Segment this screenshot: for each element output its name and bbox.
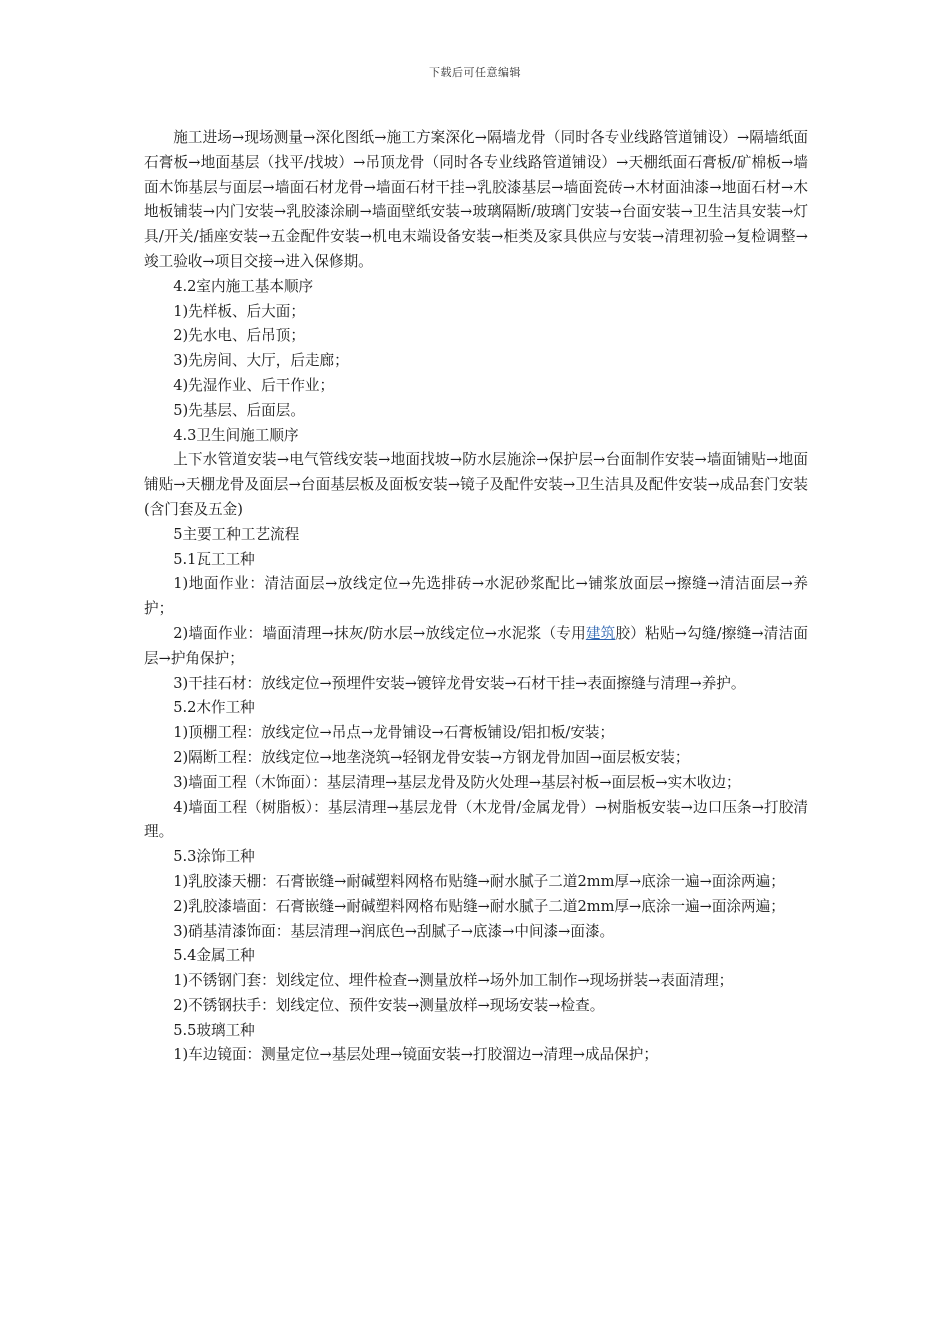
section-heading-4-3: 4.3卫生间施工顺序 — [173, 426, 299, 444]
list-item: 3)干挂石材：放线定位→预埋件安装→镀锌龙骨安装→石材干挂→表面擦缝与清理→养护。 — [173, 674, 746, 692]
list-item: 2)隔断工程：放线定位→地垄浇筑→轻钢龙骨安装→方钢龙骨加固→面层板安装； — [173, 748, 690, 766]
paragraph-construction-flow: 施工进场→现场测量→深化图纸→施工方案深化→隔墙龙骨（同时各专业线路管道铺设）→隔墙纸面石膏板→地面基层（找平/找坡）→吊顶龙骨（同时各专业线路管道铺设）→天棚纸面石膏板/矿棉板→墙面木饰基层与面层→墙面石材龙骨→墙面石材干挂→乳胶漆基层→墙面瓷砖→木材面油漆→地面石材→木地板铺装→内门安装→乳胶漆涂刷→墙面壁纸安装→玻璃隔断/玻璃门安装→台面安装→卫生洁具安装→灯具/开关/插座安装→五金配件安装→机电末端设备安装→柜类及家具供应与安装→清理初验→复检调整→竣工验收→项目交接→进入保修期。 — [144, 129, 808, 270]
list-item: 1)顶棚工程：放线定位→吊点→龙骨铺设→石膏板铺设/铝扣板/安装； — [173, 724, 615, 742]
document-body — [144, 126, 808, 1068]
list-item: 3)硝基清漆饰面：基层清理→润底色→刮腻子→底漆→中间漆→面漆。 — [173, 922, 615, 940]
list-item: 1)先样板、后大面； — [173, 302, 305, 320]
list-item: 1)车边镜面：测量定位→基层处理→镜面安装→打胶溜边→清理→成品保护； — [173, 1046, 658, 1064]
list-item: 5)先基层、后面层。 — [173, 401, 305, 419]
list-item: 4)墙面工程（树脂板）：基层清理→基层龙骨（木龙骨/金属龙骨）→树脂板安装→边口压条→打胶清理。 — [144, 798, 808, 841]
list-item: 2)不锈钢扶手：划线定位、预件安装→测量放样→现场安装→检查。 — [173, 996, 605, 1014]
list-item: 3)先房间、大厅，后走廊； — [173, 352, 349, 370]
list-item: 1)不锈钢门套：划线定位、埋件检查→测量放样→场外加工制作→现场拼装→表面清理； — [173, 972, 734, 990]
page-header: 下载后可任意编辑 — [429, 66, 521, 79]
section-heading-5-1: 5.1瓦工工种 — [173, 550, 255, 568]
section-heading-5-3: 5.3涂饰工种 — [173, 848, 255, 866]
section-heading-5-5: 5.5玻璃工种 — [173, 1021, 255, 1039]
list-item: 3)墙面工程（木饰面）：基层清理→基层龙骨及防火处理→基层衬板→面层板→实木收边； — [173, 773, 741, 791]
section-heading-5-2: 5.2木作工种 — [173, 699, 255, 717]
text-after-link: 胶）粘贴→勾缝/擦缝→清洁面层→护角保护； — [144, 624, 808, 667]
list-item: 4)先湿作业、后干作业； — [173, 376, 335, 394]
text-before-link: 2)墙面作业：墙面清理→抹灰/防水层→放线定位→水泥浆（专用 — [173, 624, 586, 642]
section-heading-5-4: 5.4金属工种 — [173, 947, 255, 965]
list-item: 2)先水电、后吊顶； — [173, 327, 305, 345]
hyperlink-jianzhu[interactable]: 建筑 — [585, 624, 616, 642]
list-item: 2)乳胶漆墙面：石膏嵌缝→耐碱塑料网格布贴缝→耐水腻子二道2mm厚→底涂一遍→面涂两遍； — [173, 897, 785, 915]
paragraph-bathroom-flow: 上下水管道安装→电气管线安装→地面找坡→防水层施涂→保护层→台面制作安装→墙面铺贴→地面铺贴→天棚龙骨及面层→台面基层板及面板安装→镜子及配件安装→卫生洁具及配件安装→成品套门安装(含门套及五金) — [144, 451, 808, 518]
list-item: 1)乳胶漆天棚：石膏嵌缝→耐碱塑料网格布贴缝→耐水腻子二道2mm厚→底涂一遍→面涂两遍； — [173, 872, 785, 890]
list-item-with-link — [144, 622, 808, 672]
section-heading-4-2: 4.2室内施工基本顺序 — [173, 277, 314, 295]
section-heading-5: 5主要工种工艺流程 — [173, 525, 300, 543]
list-item: 1)地面作业：清洁面层→放线定位→先选排砖→水泥砂浆配比→铺浆放面层→擦缝→清洁面层→养护； — [144, 575, 808, 618]
